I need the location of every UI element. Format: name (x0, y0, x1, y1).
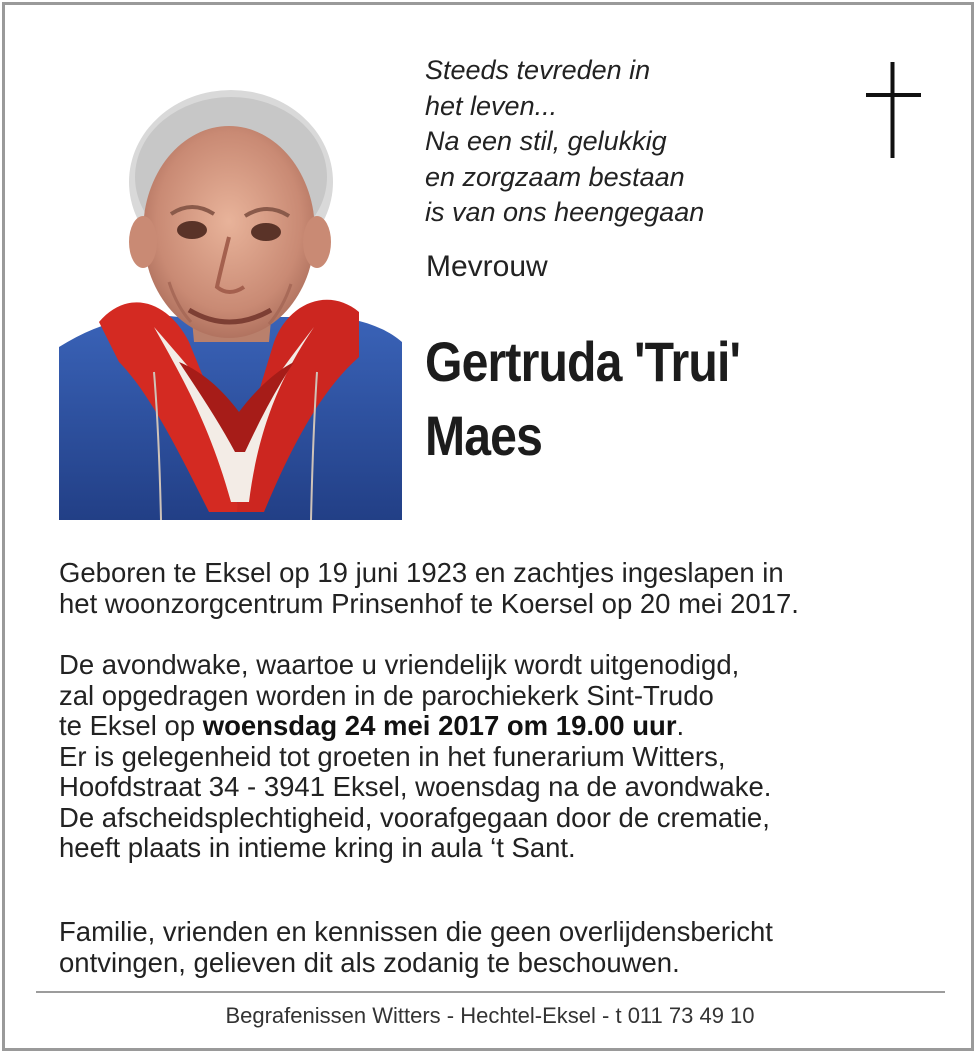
paragraph-line: het woonzorgcentrum Prinsenhof te Koersel op 20 mei 2017. (59, 587, 799, 619)
poem-line: het leven... (425, 90, 558, 121)
wake-datetime: woensdag 24 mei 2017 om 19.00 uur (202, 710, 677, 741)
poem (425, 53, 825, 231)
name-line-1: Gertruda 'Trui' (425, 330, 741, 393)
paragraph-line (59, 711, 939, 742)
portrait-photo (59, 72, 402, 520)
cross-icon (862, 60, 924, 160)
name-line-2: Maes (425, 404, 543, 467)
date-prefix: te Eksel op (59, 710, 203, 741)
paragraph-line: heeft plaats in intieme kring in aula ‘t Sant. (59, 832, 576, 863)
paragraph-line: ontvingen, gelieven dit als zodanig te beschouwen. (59, 946, 680, 978)
paragraph-line: Familie, vrienden en kennissen die geen overlijdensbericht (59, 916, 773, 947)
deceased-title: Mevrouw (426, 250, 548, 283)
poem-line: Steeds tevreden in (425, 55, 651, 85)
paragraph-line: zal opgedragen worden in de parochiekerk Sint-Trudo (59, 679, 714, 711)
funeral-home-footer: Begrafenissen Witters - Hechtel-Eksel - t 011 73 49 10 (225, 1003, 755, 1028)
paragraph-line: Er is gelegenheid tot groeten in het funerarium Witters, (59, 740, 726, 772)
ceremony-paragraph (59, 650, 939, 864)
poem-line: en zorgzaam bestaan (425, 161, 685, 192)
date-suffix: . (676, 710, 685, 741)
paragraph-line: De afscheidsplechtigheid, voorafgegaan door de crematie, (59, 801, 770, 833)
paragraph-line: Geboren te Eksel op 19 juni 1923 en zachtjes ingeslapen in (59, 557, 784, 588)
footer-divider (36, 991, 945, 993)
deceased-name (425, 325, 872, 473)
poem-line: is van ons heengegaan (425, 197, 705, 227)
poem-line: Na een stil, gelukkig (425, 126, 667, 156)
paragraph-line: Hoofdstraat 34 - 3941 Eksel, woensdag na de avondwake. (59, 771, 772, 802)
birth-death-paragraph (59, 558, 939, 619)
paragraph-line: De avondwake, waartoe u vriendelijk wordt uitgenodigd, (59, 649, 740, 680)
portrait-illustration (59, 72, 402, 520)
notice-paragraph (59, 917, 939, 978)
